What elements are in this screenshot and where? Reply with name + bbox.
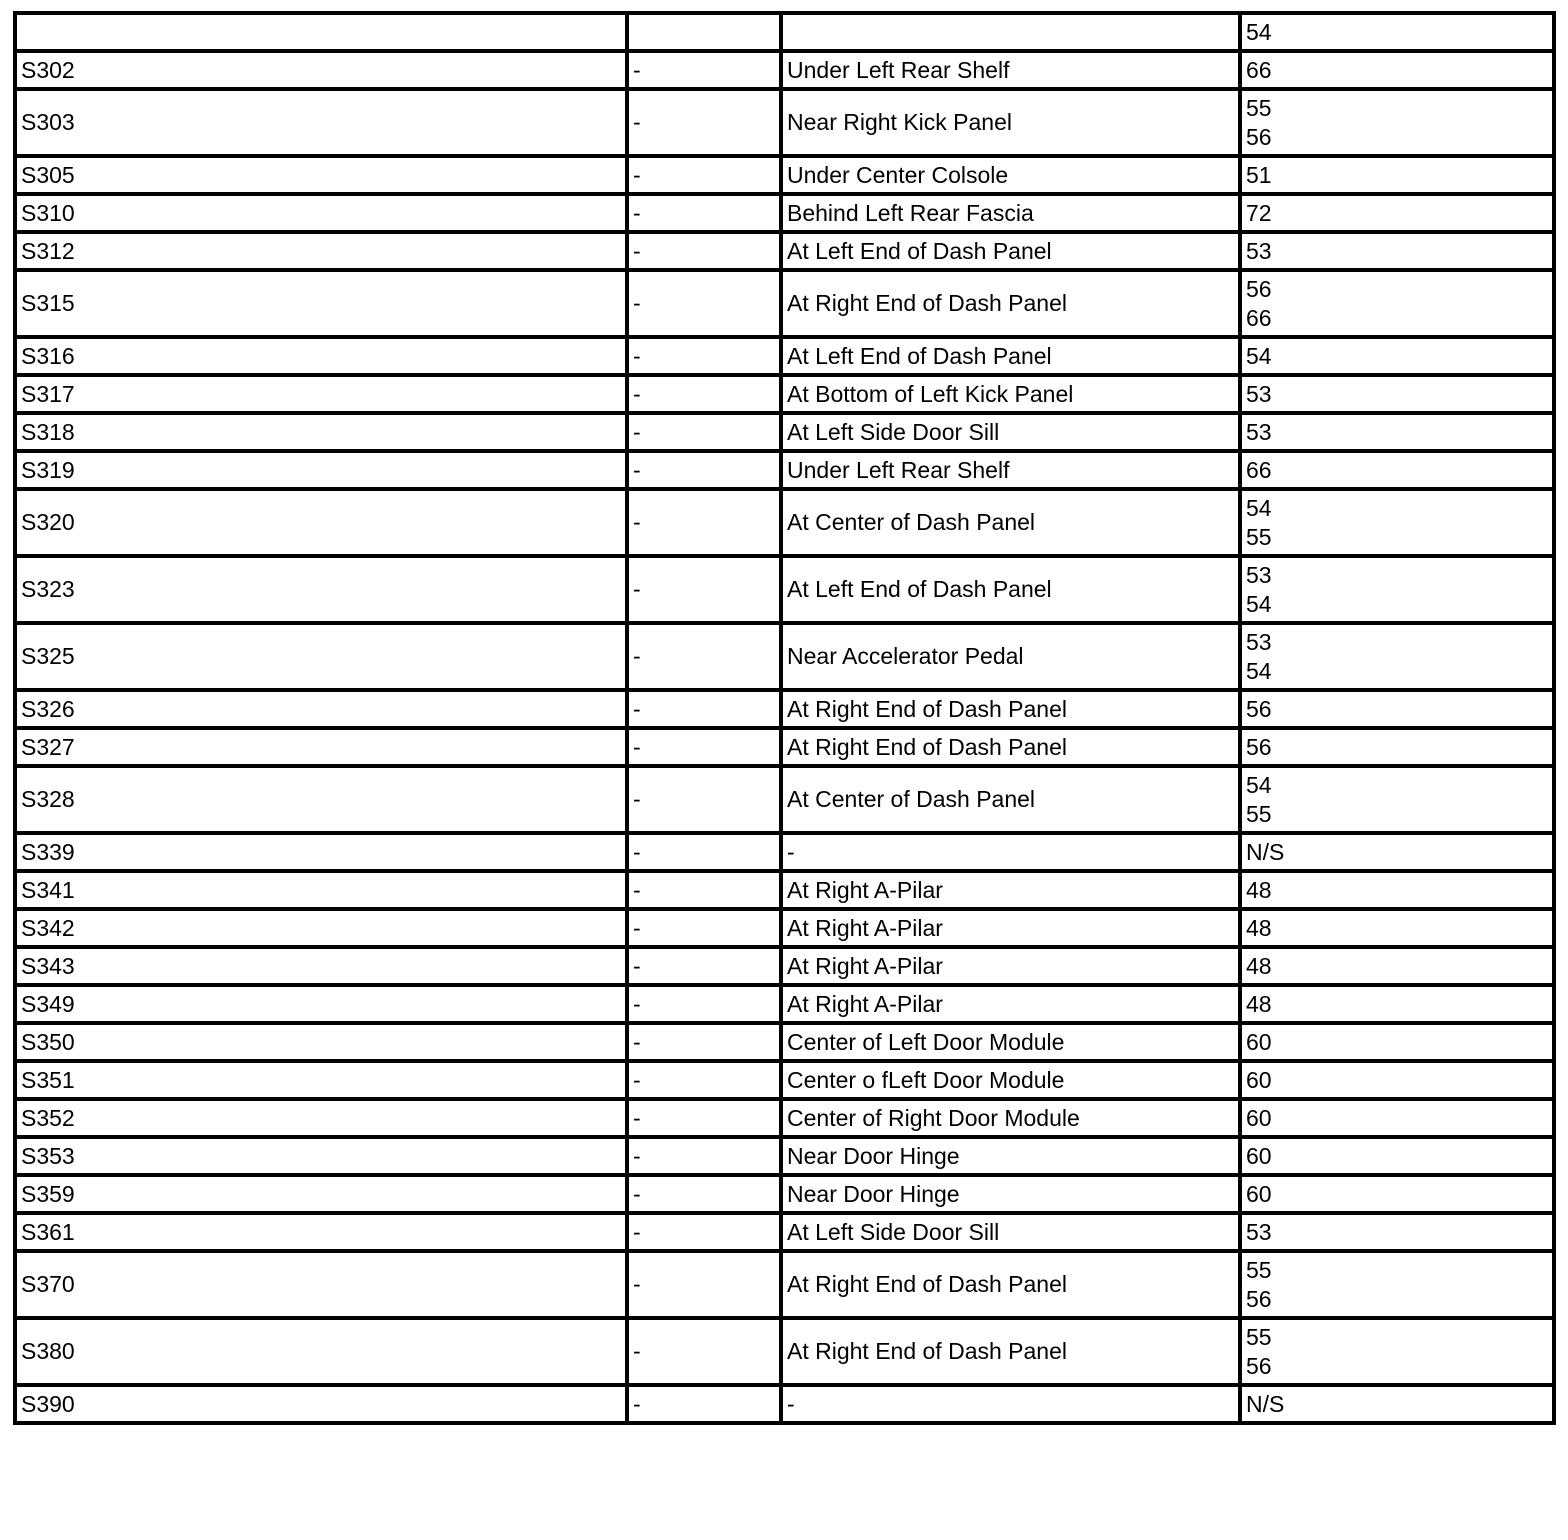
page-ref: 54 bbox=[1246, 494, 1272, 521]
table-row bbox=[15, 1099, 1554, 1137]
table-row bbox=[15, 1251, 1554, 1318]
location-cell: Near Right Kick Panel bbox=[781, 89, 1240, 156]
table-row bbox=[15, 413, 1554, 451]
splice-id-cell: S305 bbox=[15, 156, 627, 194]
mark-cell: - bbox=[627, 1213, 781, 1251]
page-ref-cell bbox=[1240, 909, 1554, 947]
mark-cell: - bbox=[627, 232, 781, 270]
mark-cell: - bbox=[627, 1318, 781, 1385]
table-row bbox=[15, 1175, 1554, 1213]
page-ref: 54 bbox=[1246, 342, 1272, 369]
mark-cell: - bbox=[627, 51, 781, 89]
mark-cell: - bbox=[627, 451, 781, 489]
location-cell: Under Left Rear Shelf bbox=[781, 51, 1240, 89]
page-ref: 66 bbox=[1246, 56, 1272, 83]
page-ref-cell bbox=[1240, 1385, 1554, 1423]
location-cell: At Left Side Door Sill bbox=[781, 1213, 1240, 1251]
page-ref-cell bbox=[1240, 451, 1554, 489]
splice-id-cell: S315 bbox=[15, 270, 627, 337]
page-ref-cell bbox=[1240, 413, 1554, 451]
page-ref: 53 bbox=[1246, 380, 1272, 407]
page-ref: 54 bbox=[1246, 657, 1272, 684]
mark-cell: - bbox=[627, 947, 781, 985]
page-ref: 55 bbox=[1246, 523, 1272, 550]
location-cell: At Right End of Dash Panel bbox=[781, 690, 1240, 728]
location-cell: At Right End of Dash Panel bbox=[781, 270, 1240, 337]
location-cell: At Right End of Dash Panel bbox=[781, 728, 1240, 766]
mark-cell: - bbox=[627, 1385, 781, 1423]
table-row bbox=[15, 337, 1554, 375]
mark-cell: - bbox=[627, 623, 781, 690]
location-cell: At Left End of Dash Panel bbox=[781, 337, 1240, 375]
splice-id-cell: S326 bbox=[15, 690, 627, 728]
mark-cell: - bbox=[627, 833, 781, 871]
page-ref-cell bbox=[1240, 985, 1554, 1023]
location-cell: At Right End of Dash Panel bbox=[781, 1251, 1240, 1318]
table-row bbox=[15, 1385, 1554, 1423]
location-cell: At Bottom of Left Kick Panel bbox=[781, 375, 1240, 413]
splice-location-table bbox=[13, 11, 1556, 1425]
location-cell: Behind Left Rear Fascia bbox=[781, 194, 1240, 232]
splice-id-cell: S319 bbox=[15, 451, 627, 489]
page-ref: 55 bbox=[1246, 94, 1272, 121]
table-row bbox=[15, 871, 1554, 909]
mark-cell: - bbox=[627, 156, 781, 194]
splice-id-cell: S317 bbox=[15, 375, 627, 413]
splice-id-cell: S325 bbox=[15, 623, 627, 690]
location-cell: Near Door Hinge bbox=[781, 1175, 1240, 1213]
page-ref-cell bbox=[1240, 156, 1554, 194]
splice-id-cell: S341 bbox=[15, 871, 627, 909]
page-ref-cell bbox=[1240, 1251, 1554, 1318]
splice-id-cell: S361 bbox=[15, 1213, 627, 1251]
splice-id-cell: S342 bbox=[15, 909, 627, 947]
page-ref: 66 bbox=[1246, 456, 1272, 483]
page-ref-cell bbox=[1240, 270, 1554, 337]
table-row bbox=[15, 489, 1554, 556]
page-ref: 48 bbox=[1246, 990, 1272, 1017]
location-cell: At Right A-Pilar bbox=[781, 947, 1240, 985]
page-ref: 56 bbox=[1246, 1352, 1272, 1379]
location-cell: At Right A-Pilar bbox=[781, 909, 1240, 947]
mark-cell: - bbox=[627, 871, 781, 909]
mark-cell: - bbox=[627, 985, 781, 1023]
mark-cell: - bbox=[627, 194, 781, 232]
page-ref: 53 bbox=[1246, 561, 1272, 588]
mark-cell: - bbox=[627, 337, 781, 375]
table-row bbox=[15, 1213, 1554, 1251]
page-ref: 56 bbox=[1246, 695, 1272, 722]
mark-cell: - bbox=[627, 1023, 781, 1061]
table-row bbox=[15, 1318, 1554, 1385]
page-ref: N/S bbox=[1246, 838, 1285, 865]
splice-id-cell: S352 bbox=[15, 1099, 627, 1137]
splice-id-cell: S323 bbox=[15, 556, 627, 623]
splice-id-cell: S380 bbox=[15, 1318, 627, 1385]
mark-cell: - bbox=[627, 1137, 781, 1175]
splice-id-cell: S318 bbox=[15, 413, 627, 451]
splice-id-cell: S390 bbox=[15, 1385, 627, 1423]
page-ref-cell bbox=[1240, 766, 1554, 833]
table-row bbox=[15, 375, 1554, 413]
page-ref: 72 bbox=[1246, 199, 1272, 226]
splice-id-cell: S312 bbox=[15, 232, 627, 270]
page-ref: 60 bbox=[1246, 1104, 1272, 1131]
splice-id-cell bbox=[15, 13, 627, 51]
mark-cell: - bbox=[627, 270, 781, 337]
page-ref: 53 bbox=[1246, 418, 1272, 445]
location-cell: - bbox=[781, 1385, 1240, 1423]
page-ref: 60 bbox=[1246, 1142, 1272, 1169]
location-cell: Under Center Colsole bbox=[781, 156, 1240, 194]
page-ref: 51 bbox=[1246, 161, 1272, 188]
mark-cell: - bbox=[627, 375, 781, 413]
location-cell: Center of Right Door Module bbox=[781, 1099, 1240, 1137]
mark-cell: - bbox=[627, 690, 781, 728]
location-cell: - bbox=[781, 833, 1240, 871]
mark-cell: - bbox=[627, 413, 781, 451]
table-row bbox=[15, 1023, 1554, 1061]
table-row bbox=[15, 451, 1554, 489]
page-ref-cell bbox=[1240, 556, 1554, 623]
location-cell bbox=[781, 13, 1240, 51]
splice-id-cell: S343 bbox=[15, 947, 627, 985]
page-ref: 56 bbox=[1246, 275, 1272, 302]
page-ref-cell bbox=[1240, 51, 1554, 89]
page-ref: 60 bbox=[1246, 1028, 1272, 1055]
splice-id-cell: S320 bbox=[15, 489, 627, 556]
page-ref-cell bbox=[1240, 1213, 1554, 1251]
page-ref: 48 bbox=[1246, 876, 1272, 903]
page-ref-cell bbox=[1240, 690, 1554, 728]
location-cell: At Left End of Dash Panel bbox=[781, 556, 1240, 623]
table-row bbox=[15, 270, 1554, 337]
location-cell: At Center of Dash Panel bbox=[781, 766, 1240, 833]
table-row bbox=[15, 194, 1554, 232]
page-ref-cell bbox=[1240, 1318, 1554, 1385]
page-ref-cell bbox=[1240, 337, 1554, 375]
page-ref: 54 bbox=[1246, 590, 1272, 617]
page-ref: 48 bbox=[1246, 952, 1272, 979]
location-cell: At Left Side Door Sill bbox=[781, 413, 1240, 451]
page-ref-cell bbox=[1240, 1061, 1554, 1099]
table-row bbox=[15, 556, 1554, 623]
splice-id-cell: S328 bbox=[15, 766, 627, 833]
mark-cell: - bbox=[627, 1251, 781, 1318]
location-cell: At Center of Dash Panel bbox=[781, 489, 1240, 556]
page-ref-cell bbox=[1240, 1137, 1554, 1175]
page-ref-cell bbox=[1240, 13, 1554, 51]
page-ref-cell bbox=[1240, 375, 1554, 413]
page-ref-cell bbox=[1240, 89, 1554, 156]
page-ref: 66 bbox=[1246, 304, 1272, 331]
page-ref-cell bbox=[1240, 489, 1554, 556]
page-ref-cell bbox=[1240, 623, 1554, 690]
mark-cell: - bbox=[627, 556, 781, 623]
mark-cell: - bbox=[627, 766, 781, 833]
table-row bbox=[15, 947, 1554, 985]
page-ref: 60 bbox=[1246, 1180, 1272, 1207]
page-ref: 60 bbox=[1246, 1066, 1272, 1093]
mark-cell: - bbox=[627, 89, 781, 156]
mark-cell: - bbox=[627, 728, 781, 766]
page-ref: N/S bbox=[1246, 1390, 1285, 1417]
page-ref-cell bbox=[1240, 194, 1554, 232]
splice-id-cell: S351 bbox=[15, 1061, 627, 1099]
table-row bbox=[15, 156, 1554, 194]
table-row bbox=[15, 833, 1554, 871]
table-row bbox=[15, 1061, 1554, 1099]
page-ref: 53 bbox=[1246, 628, 1272, 655]
mark-cell: - bbox=[627, 909, 781, 947]
page-ref-cell bbox=[1240, 728, 1554, 766]
splice-id-cell: S303 bbox=[15, 89, 627, 156]
splice-id-cell: S370 bbox=[15, 1251, 627, 1318]
table-row bbox=[15, 1137, 1554, 1175]
location-cell: Under Left Rear Shelf bbox=[781, 451, 1240, 489]
page-ref: 56 bbox=[1246, 733, 1272, 760]
table-row bbox=[15, 51, 1554, 89]
page-ref: 48 bbox=[1246, 914, 1272, 941]
table-row bbox=[15, 909, 1554, 947]
mark-cell: - bbox=[627, 1175, 781, 1213]
table-row bbox=[15, 232, 1554, 270]
mark-cell: - bbox=[627, 1099, 781, 1137]
splice-id-cell: S302 bbox=[15, 51, 627, 89]
page-ref-cell bbox=[1240, 871, 1554, 909]
page-ref-cell bbox=[1240, 1023, 1554, 1061]
splice-id-cell: S350 bbox=[15, 1023, 627, 1061]
splice-id-cell: S339 bbox=[15, 833, 627, 871]
mark-cell: - bbox=[627, 489, 781, 556]
splice-id-cell: S359 bbox=[15, 1175, 627, 1213]
page-ref-cell bbox=[1240, 232, 1554, 270]
page-ref: 55 bbox=[1246, 1256, 1272, 1283]
page-ref: 54 bbox=[1246, 18, 1272, 45]
splice-id-cell: S316 bbox=[15, 337, 627, 375]
location-cell: Near Accelerator Pedal bbox=[781, 623, 1240, 690]
table-row bbox=[15, 13, 1554, 51]
location-cell: At Right A-Pilar bbox=[781, 985, 1240, 1023]
location-cell: Near Door Hinge bbox=[781, 1137, 1240, 1175]
location-cell: Center o fLeft Door Module bbox=[781, 1061, 1240, 1099]
mark-cell bbox=[627, 13, 781, 51]
table-row bbox=[15, 690, 1554, 728]
splice-id-cell: S310 bbox=[15, 194, 627, 232]
location-cell: At Right End of Dash Panel bbox=[781, 1318, 1240, 1385]
page-ref: 54 bbox=[1246, 771, 1272, 798]
table-row bbox=[15, 89, 1554, 156]
page-ref: 53 bbox=[1246, 1218, 1272, 1245]
page-ref: 55 bbox=[1246, 1323, 1272, 1350]
page-ref: 55 bbox=[1246, 800, 1272, 827]
table-body bbox=[15, 13, 1554, 1423]
splice-id-cell: S349 bbox=[15, 985, 627, 1023]
page-ref-cell bbox=[1240, 947, 1554, 985]
page-ref: 53 bbox=[1246, 237, 1272, 264]
table-row bbox=[15, 766, 1554, 833]
location-cell: Center of Left Door Module bbox=[781, 1023, 1240, 1061]
page-ref-cell bbox=[1240, 833, 1554, 871]
splice-id-cell: S327 bbox=[15, 728, 627, 766]
table-row bbox=[15, 728, 1554, 766]
mark-cell: - bbox=[627, 1061, 781, 1099]
location-cell: At Right A-Pilar bbox=[781, 871, 1240, 909]
location-cell: At Left End of Dash Panel bbox=[781, 232, 1240, 270]
page-ref-cell bbox=[1240, 1175, 1554, 1213]
page-ref: 56 bbox=[1246, 1285, 1272, 1312]
page-ref-cell bbox=[1240, 1099, 1554, 1137]
page-ref: 56 bbox=[1246, 123, 1272, 150]
table-row bbox=[15, 623, 1554, 690]
table-row bbox=[15, 985, 1554, 1023]
splice-id-cell: S353 bbox=[15, 1137, 627, 1175]
